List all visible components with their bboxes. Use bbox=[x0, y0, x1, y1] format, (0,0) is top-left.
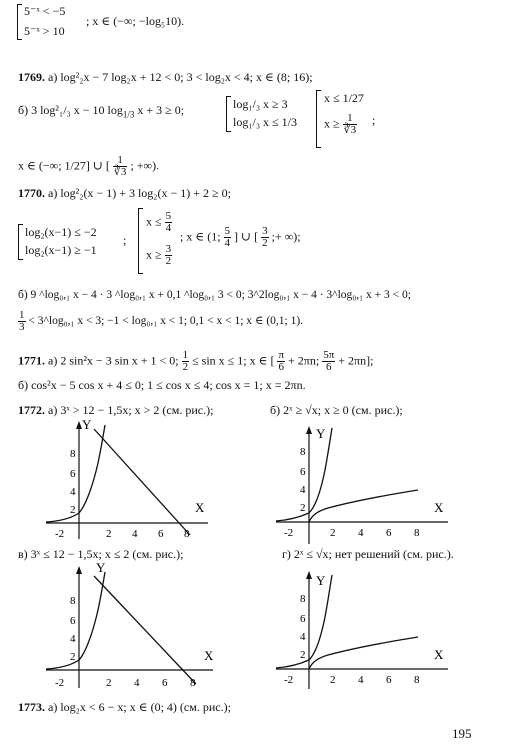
tick-y: 6 bbox=[300, 613, 306, 625]
tick-x: 2 bbox=[106, 528, 112, 540]
y-axis-arrow bbox=[306, 426, 312, 434]
tick-y: 4 bbox=[300, 484, 306, 496]
problem-number: 1771. bbox=[18, 353, 45, 368]
problem-1769-answer bbox=[18, 155, 159, 178]
tick-x: 4 bbox=[358, 674, 364, 686]
problem-1770-answer bbox=[180, 226, 301, 249]
numerator: 5 bbox=[224, 225, 231, 237]
system-line-1: log₂(x−1) ≤ −2 bbox=[25, 225, 97, 239]
system-bracket bbox=[18, 224, 23, 260]
problem-1770-a bbox=[18, 186, 231, 200]
x-axis-label: X bbox=[195, 500, 205, 515]
tick-y: 2 bbox=[70, 504, 76, 516]
denominator: ∛3 bbox=[343, 124, 357, 136]
problem-text: x + 3 ≥ 0; bbox=[134, 103, 185, 117]
fraction bbox=[113, 155, 128, 178]
exp-curve bbox=[46, 425, 105, 522]
tick-x: -2 bbox=[284, 527, 294, 539]
tick-x: -2 bbox=[284, 674, 294, 686]
tick-y: 6 bbox=[70, 615, 76, 627]
y-axis-arrow bbox=[306, 571, 312, 579]
tick-y: 2 bbox=[70, 651, 76, 663]
graph-a bbox=[38, 415, 218, 545]
sqrt-curve bbox=[309, 637, 418, 669]
problem-text: x ≤ bbox=[146, 214, 162, 229]
y-axis-arrow bbox=[76, 566, 82, 574]
tick-y: 4 bbox=[70, 633, 76, 645]
problem-text: + 2πn; bbox=[288, 353, 320, 368]
log-base: 1/3 bbox=[122, 109, 135, 120]
fraction bbox=[18, 310, 26, 333]
numerator: 5 bbox=[165, 210, 172, 222]
tick-x: 8 bbox=[190, 677, 196, 689]
system-bracket bbox=[316, 90, 321, 148]
tick-x: 6 bbox=[386, 527, 392, 539]
x-axis-label: X bbox=[434, 647, 444, 662]
system-line-2: log₁/₃ x ≤ 1/3 bbox=[233, 115, 297, 129]
denominator: ∛3 bbox=[113, 166, 127, 178]
problem-text: ; +∞). bbox=[130, 158, 160, 173]
tick-x: 6 bbox=[158, 528, 164, 540]
system-line-1: log₁/₃ x ≥ 3 bbox=[233, 97, 288, 111]
problem-text: а) log₂x < 6 − x; x ∈ (0; 4) (см. рис.); bbox=[48, 700, 231, 714]
tick-x: 6 bbox=[386, 674, 392, 686]
y-axis-label: Y bbox=[316, 426, 326, 441]
semicolon: ; bbox=[123, 233, 127, 247]
tick-y: 4 bbox=[70, 486, 76, 498]
semicolon: ; bbox=[372, 113, 376, 127]
system-line-3: x ≤ 1/27 bbox=[324, 91, 364, 105]
problem-text: x ∈ (−∞; 1/27] ∪ [ bbox=[18, 158, 110, 173]
numerator: 5π bbox=[323, 349, 335, 361]
problem-text: + 2πn]; bbox=[338, 353, 374, 368]
problem-number: 1773. bbox=[18, 700, 45, 714]
tick-x: 4 bbox=[132, 528, 138, 540]
y-axis-label: Y bbox=[316, 573, 326, 588]
problem-text: б) 3 log²₁/₃ x − 10 log bbox=[18, 103, 123, 117]
denominator: 2 bbox=[165, 255, 172, 267]
problem-number: 1772. bbox=[18, 403, 45, 417]
tick-x: 8 bbox=[414, 674, 420, 686]
page-number: 195 bbox=[452, 726, 472, 741]
tick-x: -2 bbox=[55, 677, 65, 689]
problem-1769-b bbox=[18, 103, 184, 121]
tick-y: 6 bbox=[300, 466, 306, 478]
problem-text: а) 2 sin²x − 3 sin x + 1 < 0; bbox=[48, 353, 179, 368]
y-axis-label: Y bbox=[96, 560, 106, 575]
numerator: 1 bbox=[182, 349, 189, 361]
problem-text: ≤ sin x ≤ 1; x ∈ [ bbox=[192, 353, 275, 368]
fraction bbox=[261, 226, 269, 249]
problem-text: ;+ ∞); bbox=[271, 229, 301, 244]
tick-x: 2 bbox=[330, 674, 336, 686]
fraction bbox=[224, 226, 232, 249]
fraction bbox=[165, 244, 173, 267]
system-bracket bbox=[17, 4, 22, 40]
problem-text: а) log²₂(x − 1) + 3 log₂(x − 1) + 2 ≥ 0; bbox=[48, 186, 231, 200]
denominator: 3 bbox=[19, 321, 25, 333]
tick-x: 8 bbox=[414, 527, 420, 539]
denominator: 2 bbox=[262, 237, 268, 249]
problem-1771-a bbox=[18, 350, 373, 373]
fraction bbox=[277, 350, 285, 373]
problem-1771-b: б) cos²x − 5 cos x + 4 ≤ 0; 1 ≤ cos x ≤ 4; cos x = 1; x = 2πn. bbox=[18, 378, 306, 392]
tick-x: 6 bbox=[162, 677, 168, 689]
fraction bbox=[322, 350, 335, 373]
tick-y: 2 bbox=[300, 502, 306, 514]
numerator: 1 bbox=[343, 113, 358, 125]
tick-y: 6 bbox=[70, 468, 76, 480]
system-line-4 bbox=[146, 244, 172, 267]
tick-x: 2 bbox=[106, 677, 112, 689]
denominator: 4 bbox=[165, 222, 172, 234]
system-bracket bbox=[226, 96, 231, 132]
graph-b bbox=[268, 420, 458, 550]
tick-y: 8 bbox=[70, 448, 76, 460]
tick-x: 8 bbox=[184, 528, 190, 540]
system-answer: ; x ∈ (−∞; −log₅10). bbox=[86, 14, 185, 28]
problem-1770-b: б) 9 ^log₀,₁ x − 4 · 3 ^log₀,₁ x + 0,1 ^log₀,₁ 3 < 0; 3^2log₀,₁ x − 4 · 3^log₀,₁ x + 3 < 0; bbox=[18, 289, 411, 301]
denominator: 6 bbox=[325, 361, 332, 373]
problem-text: x ≥ bbox=[324, 116, 340, 131]
fraction bbox=[182, 350, 190, 373]
problem-1770-c bbox=[18, 310, 303, 333]
denominator: 4 bbox=[224, 237, 231, 249]
problem-text: а) log²₂x − 7 log₂x + 12 < 0; 3 < log₂x < 4; x ∈ (8; 16); bbox=[48, 70, 313, 84]
tick-y: 8 bbox=[300, 593, 306, 605]
numerator: 1 bbox=[113, 155, 128, 167]
tick-y: 4 bbox=[300, 631, 306, 643]
exp-curve bbox=[46, 572, 105, 669]
numerator: 1 bbox=[19, 309, 25, 321]
tick-x: -2 bbox=[55, 528, 65, 540]
fraction bbox=[165, 211, 173, 234]
numerator: π bbox=[278, 349, 285, 361]
sqrt-curve bbox=[309, 490, 418, 522]
problem-text: ] ∪ [ bbox=[234, 229, 259, 244]
graph-d bbox=[268, 565, 458, 695]
system-line-3 bbox=[146, 211, 172, 234]
problem-text: ; x ∈ (1; bbox=[180, 229, 221, 244]
system-line-2: log₂(x−1) ≥ −1 bbox=[25, 243, 97, 257]
system-line-1: 5⁻ˣ < −5 bbox=[24, 4, 66, 18]
problem-text: x ≥ bbox=[146, 247, 162, 262]
graph-c bbox=[38, 560, 228, 695]
tick-y: 8 bbox=[300, 446, 306, 458]
system-line-2: 5⁻ˣ > 10 bbox=[24, 24, 65, 38]
problem-number: 1769. bbox=[18, 70, 45, 84]
problem-1772-b: б) 2ˣ ≥ √x; x ≥ 0 (см. рис.); bbox=[270, 403, 403, 417]
system-line-4 bbox=[324, 113, 357, 136]
tick-y: 2 bbox=[300, 649, 306, 661]
tick-x: 4 bbox=[134, 677, 140, 689]
problem-text: < 3^log₀,₁ x < 3; −1 < log₀,₁ x < 1; 0,1 < x < 1; x ∈ (0,1; 1). bbox=[28, 315, 304, 328]
tick-x: 4 bbox=[358, 527, 364, 539]
problem-number: 1770. bbox=[18, 186, 45, 200]
problem-1772-d: г) 2ˣ ≤ √x; нет решений (см. рис.). bbox=[282, 547, 454, 561]
tick-x: 2 bbox=[330, 527, 336, 539]
linear-line bbox=[94, 429, 190, 535]
problem-1772-c: в) 3ˣ ≤ 12 − 1,5x; x ≤ 2 (см. рис.); bbox=[18, 547, 184, 561]
numerator: 3 bbox=[165, 243, 172, 255]
problem-text: а) 3ˣ > 12 − 1,5x; x > 2 (см. рис.); bbox=[48, 403, 214, 417]
numerator: 3 bbox=[262, 225, 268, 237]
denominator: 6 bbox=[278, 361, 284, 373]
y-axis-label: Y bbox=[82, 417, 92, 432]
fraction bbox=[343, 113, 358, 136]
system-bracket bbox=[138, 208, 143, 274]
x-axis-label: X bbox=[204, 648, 214, 663]
denominator: 2 bbox=[182, 361, 189, 373]
x-axis-label: X bbox=[434, 500, 444, 515]
problem-1769-a bbox=[18, 70, 313, 84]
tick-y: 8 bbox=[70, 595, 76, 607]
problem-1773-a bbox=[18, 700, 231, 714]
linear-line bbox=[94, 576, 196, 684]
